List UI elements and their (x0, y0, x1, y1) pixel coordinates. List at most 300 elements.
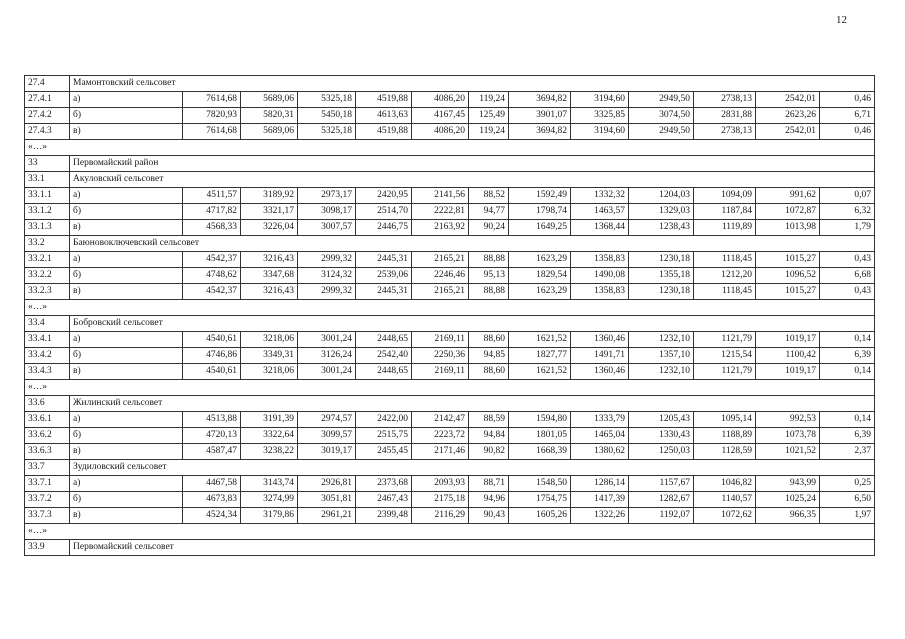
value-cell: 119,24 (469, 92, 509, 108)
value-cell: 3349,31 (241, 348, 298, 364)
value-cell: 2,37 (820, 444, 875, 460)
value-cell: 5325,18 (298, 92, 356, 108)
value-cell: 3274,99 (241, 492, 298, 508)
value-cell: 1332,32 (571, 188, 629, 204)
row-code: 33.6.3 (25, 444, 70, 460)
value-cell: 1192,07 (629, 508, 694, 524)
value-cell: 2455,45 (356, 444, 412, 460)
section-title: Жилинский сельсовет (70, 396, 875, 412)
value-cell: 3901,07 (509, 108, 571, 124)
value-cell: 94,85 (469, 348, 509, 364)
value-cell: 88,60 (469, 364, 509, 380)
table-row (25, 476, 875, 492)
value-cell: 1594,80 (509, 412, 571, 428)
value-cell: 1072,62 (694, 508, 756, 524)
value-cell: 1015,27 (756, 252, 820, 268)
value-cell: 4673,83 (183, 492, 241, 508)
section-title: Первомайский район (70, 156, 875, 172)
value-cell: 3051,81 (298, 492, 356, 508)
section-code: 27.4 (25, 76, 70, 92)
section-title: Первомайский сельсовет (70, 540, 875, 556)
value-cell: 6,32 (820, 204, 875, 220)
value-cell: 1465,04 (571, 428, 629, 444)
table-row (25, 204, 875, 220)
omission-row (25, 524, 875, 540)
value-cell: 3191,39 (241, 412, 298, 428)
row-code: 33.1.1 (25, 188, 70, 204)
section-header-row (25, 76, 875, 92)
value-cell: 3226,04 (241, 220, 298, 236)
table-row (25, 444, 875, 460)
row-variant: а) (70, 188, 183, 204)
value-cell: 1096,52 (756, 268, 820, 284)
value-cell: 7614,68 (183, 92, 241, 108)
row-code: 33.4.3 (25, 364, 70, 380)
value-cell: 2623,26 (756, 108, 820, 124)
section-header-row (25, 460, 875, 476)
value-cell: 3347,68 (241, 268, 298, 284)
value-cell: 2974,57 (298, 412, 356, 428)
row-variant: б) (70, 204, 183, 220)
value-cell: 2448,65 (356, 332, 412, 348)
omission-row (25, 300, 875, 316)
value-cell: 88,59 (469, 412, 509, 428)
row-code: 27.4.1 (25, 92, 70, 108)
value-cell: 1230,18 (629, 252, 694, 268)
value-cell: 94,84 (469, 428, 509, 444)
value-cell: 3218,06 (241, 332, 298, 348)
value-cell: 0,07 (820, 188, 875, 204)
value-cell: 3001,24 (298, 364, 356, 380)
value-cell: 90,43 (469, 508, 509, 524)
value-cell: 4511,57 (183, 188, 241, 204)
value-cell: 1046,82 (694, 476, 756, 492)
value-cell: 1013,98 (756, 220, 820, 236)
value-cell: 3074,50 (629, 108, 694, 124)
table-row (25, 428, 875, 444)
value-cell: 1490,08 (571, 268, 629, 284)
value-cell: 4746,86 (183, 348, 241, 364)
value-cell: 1358,83 (571, 252, 629, 268)
value-cell: 2515,75 (356, 428, 412, 444)
value-cell: 3179,86 (241, 508, 298, 524)
section-header-row (25, 236, 875, 252)
row-variant: в) (70, 508, 183, 524)
value-cell: 2926,81 (298, 476, 356, 492)
value-cell: 2446,75 (356, 220, 412, 236)
table-row (25, 268, 875, 284)
value-cell: 1330,43 (629, 428, 694, 444)
value-cell: 2445,31 (356, 252, 412, 268)
value-cell: 3194,60 (571, 124, 629, 140)
value-cell: 3001,24 (298, 332, 356, 348)
value-cell: 2142,47 (412, 412, 469, 428)
table-row (25, 508, 875, 524)
value-cell: 1491,71 (571, 348, 629, 364)
row-variant: а) (70, 476, 183, 492)
section-title: Баюновоключевский сельсовет (70, 236, 875, 252)
value-cell: 1358,83 (571, 284, 629, 300)
value-cell: 1623,29 (509, 284, 571, 300)
value-cell: 1360,46 (571, 364, 629, 380)
omission-row (25, 380, 875, 396)
value-cell: 2738,13 (694, 124, 756, 140)
row-variant: в) (70, 364, 183, 380)
row-code: 33.7.1 (25, 476, 70, 492)
value-cell: 1157,67 (629, 476, 694, 492)
value-cell: 2542,01 (756, 92, 820, 108)
value-cell: 2165,21 (412, 252, 469, 268)
value-cell: 2223,72 (412, 428, 469, 444)
value-cell: 4748,62 (183, 268, 241, 284)
value-cell: 3189,92 (241, 188, 298, 204)
row-code: 33.2.3 (25, 284, 70, 300)
value-cell: 5689,06 (241, 92, 298, 108)
value-cell: 88,60 (469, 332, 509, 348)
value-cell: 3238,22 (241, 444, 298, 460)
omission-marker: «…» (25, 524, 875, 540)
value-cell: 0,14 (820, 332, 875, 348)
value-cell: 1621,52 (509, 364, 571, 380)
row-variant: в) (70, 444, 183, 460)
value-cell: 2949,50 (629, 92, 694, 108)
row-variant: а) (70, 332, 183, 348)
value-cell: 88,71 (469, 476, 509, 492)
value-cell: 88,88 (469, 252, 509, 268)
section-code: 33 (25, 156, 70, 172)
value-cell: 4568,33 (183, 220, 241, 236)
row-code: 33.2.1 (25, 252, 70, 268)
section-code: 33.1 (25, 172, 70, 188)
value-cell: 1623,29 (509, 252, 571, 268)
value-cell: 3099,57 (298, 428, 356, 444)
row-variant: а) (70, 252, 183, 268)
value-cell: 1019,17 (756, 364, 820, 380)
value-cell: 88,52 (469, 188, 509, 204)
value-cell: 4086,20 (412, 124, 469, 140)
value-cell: 1322,26 (571, 508, 629, 524)
value-cell: 4613,63 (356, 108, 412, 124)
value-cell: 966,35 (756, 508, 820, 524)
row-code: 33.1.3 (25, 220, 70, 236)
value-cell: 1649,25 (509, 220, 571, 236)
row-code: 33.4.2 (25, 348, 70, 364)
value-cell: 2961,21 (298, 508, 356, 524)
value-cell: 0,14 (820, 364, 875, 380)
value-cell: 3694,82 (509, 92, 571, 108)
value-cell: 3321,17 (241, 204, 298, 220)
value-cell: 4542,37 (183, 252, 241, 268)
section-header-row (25, 316, 875, 332)
section-header-row (25, 156, 875, 172)
table-row (25, 220, 875, 236)
value-cell: 1801,05 (509, 428, 571, 444)
value-cell: 4086,20 (412, 92, 469, 108)
value-cell: 2445,31 (356, 284, 412, 300)
value-cell: 2169,11 (412, 332, 469, 348)
value-cell: 1829,54 (509, 268, 571, 284)
value-cell: 1232,10 (629, 364, 694, 380)
value-cell: 1128,59 (694, 444, 756, 460)
value-cell: 1118,45 (694, 284, 756, 300)
section-code: 33.4 (25, 316, 70, 332)
section-title: Бобровский сельсовет (70, 316, 875, 332)
value-cell: 1,79 (820, 220, 875, 236)
row-code: 33.6.2 (25, 428, 70, 444)
value-cell: 1188,89 (694, 428, 756, 444)
page-number: 12 (836, 14, 847, 26)
value-cell: 2949,50 (629, 124, 694, 140)
value-cell: 3126,24 (298, 348, 356, 364)
value-cell: 1286,14 (571, 476, 629, 492)
value-cell: 4519,88 (356, 92, 412, 108)
value-cell: 3322,64 (241, 428, 298, 444)
value-cell: 3098,17 (298, 204, 356, 220)
value-cell: 1187,84 (694, 204, 756, 220)
value-cell: 2999,32 (298, 252, 356, 268)
value-cell: 2999,32 (298, 284, 356, 300)
omission-marker: «…» (25, 140, 875, 156)
value-cell: 1121,79 (694, 332, 756, 348)
value-cell: 1668,39 (509, 444, 571, 460)
value-cell: 0,43 (820, 284, 875, 300)
table-row (25, 492, 875, 508)
value-cell: 2542,01 (756, 124, 820, 140)
table-row (25, 412, 875, 428)
value-cell: 90,24 (469, 220, 509, 236)
value-cell: 2467,43 (356, 492, 412, 508)
value-cell: 0,25 (820, 476, 875, 492)
value-cell: 88,88 (469, 284, 509, 300)
row-variant: а) (70, 92, 183, 108)
value-cell: 0,43 (820, 252, 875, 268)
table-row (25, 124, 875, 140)
row-code: 27.4.3 (25, 124, 70, 140)
row-variant: а) (70, 412, 183, 428)
value-cell: 1355,18 (629, 268, 694, 284)
value-cell: 2171,46 (412, 444, 469, 460)
value-cell: 1140,57 (694, 492, 756, 508)
value-cell: 5450,18 (298, 108, 356, 124)
value-cell: 0,46 (820, 124, 875, 140)
row-variant: б) (70, 428, 183, 444)
value-cell: 1754,75 (509, 492, 571, 508)
value-cell: 2250,36 (412, 348, 469, 364)
value-cell: 1333,79 (571, 412, 629, 428)
value-cell: 992,53 (756, 412, 820, 428)
value-cell: 2116,29 (412, 508, 469, 524)
section-code: 33.9 (25, 540, 70, 556)
row-code: 33.1.2 (25, 204, 70, 220)
value-cell: 1025,24 (756, 492, 820, 508)
section-header-row (25, 396, 875, 412)
value-cell: 2175,18 (412, 492, 469, 508)
value-cell: 1282,67 (629, 492, 694, 508)
value-cell: 94,96 (469, 492, 509, 508)
value-cell: 1827,77 (509, 348, 571, 364)
table-row (25, 108, 875, 124)
value-cell: 1357,10 (629, 348, 694, 364)
value-cell: 2222,81 (412, 204, 469, 220)
value-cell: 1621,52 (509, 332, 571, 348)
value-cell: 1015,27 (756, 284, 820, 300)
value-cell: 4524,34 (183, 508, 241, 524)
row-code: 33.6.1 (25, 412, 70, 428)
value-cell: 95,13 (469, 268, 509, 284)
value-cell: 2542,40 (356, 348, 412, 364)
value-cell: 2422,00 (356, 412, 412, 428)
value-cell: 1360,46 (571, 332, 629, 348)
section-code: 33.6 (25, 396, 70, 412)
value-cell: 1463,57 (571, 204, 629, 220)
value-cell: 2831,88 (694, 108, 756, 124)
section-header-row (25, 540, 875, 556)
value-cell: 7614,68 (183, 124, 241, 140)
value-cell: 125,49 (469, 108, 509, 124)
value-cell: 6,39 (820, 428, 875, 444)
value-cell: 3325,85 (571, 108, 629, 124)
value-cell: 2165,21 (412, 284, 469, 300)
omission-marker: «…» (25, 300, 875, 316)
row-code: 27.4.2 (25, 108, 70, 124)
value-cell: 943,99 (756, 476, 820, 492)
value-cell: 4167,45 (412, 108, 469, 124)
value-cell: 7820,93 (183, 108, 241, 124)
value-cell: 2448,65 (356, 364, 412, 380)
value-cell: 1094,09 (694, 188, 756, 204)
value-cell: 1250,03 (629, 444, 694, 460)
value-cell: 1605,26 (509, 508, 571, 524)
value-cell: 1100,42 (756, 348, 820, 364)
value-cell: 1,97 (820, 508, 875, 524)
table-row (25, 332, 875, 348)
section-title: Зудиловский сельсовет (70, 460, 875, 476)
value-cell: 6,50 (820, 492, 875, 508)
value-cell: 1329,03 (629, 204, 694, 220)
value-cell: 1072,87 (756, 204, 820, 220)
value-cell: 4467,58 (183, 476, 241, 492)
omission-row (25, 140, 875, 156)
value-cell: 991,62 (756, 188, 820, 204)
value-cell: 3216,43 (241, 252, 298, 268)
row-code: 33.7.3 (25, 508, 70, 524)
value-cell: 1121,79 (694, 364, 756, 380)
value-cell: 1417,39 (571, 492, 629, 508)
value-cell: 2169,11 (412, 364, 469, 380)
row-variant: в) (70, 220, 183, 236)
value-cell: 2738,13 (694, 92, 756, 108)
value-cell: 3194,60 (571, 92, 629, 108)
value-cell: 1119,89 (694, 220, 756, 236)
value-cell: 2246,46 (412, 268, 469, 284)
value-cell: 2141,56 (412, 188, 469, 204)
row-code: 33.2.2 (25, 268, 70, 284)
value-cell: 1238,43 (629, 220, 694, 236)
value-cell: 3694,82 (509, 124, 571, 140)
value-cell: 2163,92 (412, 220, 469, 236)
table-row (25, 284, 875, 300)
value-cell: 3007,57 (298, 220, 356, 236)
value-cell: 2514,70 (356, 204, 412, 220)
value-cell: 1212,20 (694, 268, 756, 284)
value-cell: 1548,50 (509, 476, 571, 492)
section-title: Акуловский сельсовет (70, 172, 875, 188)
value-cell: 5325,18 (298, 124, 356, 140)
value-cell: 6,71 (820, 108, 875, 124)
value-cell: 3143,74 (241, 476, 298, 492)
value-cell: 0,14 (820, 412, 875, 428)
value-cell: 1592,49 (509, 188, 571, 204)
value-cell: 2093,93 (412, 476, 469, 492)
value-cell: 1021,52 (756, 444, 820, 460)
value-cell: 4587,47 (183, 444, 241, 460)
value-cell: 0,46 (820, 92, 875, 108)
value-cell: 4540,61 (183, 332, 241, 348)
value-cell: 1230,18 (629, 284, 694, 300)
value-cell: 1232,10 (629, 332, 694, 348)
section-header-row (25, 172, 875, 188)
value-cell: 3216,43 (241, 284, 298, 300)
section-title: Мамонтовский сельсовет (70, 76, 875, 92)
section-code: 33.7 (25, 460, 70, 476)
value-cell: 1798,74 (509, 204, 571, 220)
value-cell: 1204,03 (629, 188, 694, 204)
value-cell: 1205,43 (629, 412, 694, 428)
value-cell: 4513,88 (183, 412, 241, 428)
value-cell: 6,39 (820, 348, 875, 364)
row-variant: в) (70, 284, 183, 300)
table-body (25, 76, 875, 556)
value-cell: 5689,06 (241, 124, 298, 140)
value-cell: 4519,88 (356, 124, 412, 140)
value-cell: 3124,32 (298, 268, 356, 284)
table-row (25, 252, 875, 268)
section-code: 33.2 (25, 236, 70, 252)
value-cell: 2399,48 (356, 508, 412, 524)
value-cell: 94,77 (469, 204, 509, 220)
row-variant: в) (70, 124, 183, 140)
row-variant: б) (70, 348, 183, 364)
row-variant: б) (70, 492, 183, 508)
omission-marker: «…» (25, 380, 875, 396)
value-cell: 4720,13 (183, 428, 241, 444)
value-cell: 2973,17 (298, 188, 356, 204)
value-cell: 1019,17 (756, 332, 820, 348)
table-row (25, 364, 875, 380)
value-cell: 4542,37 (183, 284, 241, 300)
value-cell: 119,24 (469, 124, 509, 140)
row-code: 33.7.2 (25, 492, 70, 508)
table-row (25, 188, 875, 204)
row-variant: б) (70, 108, 183, 124)
value-cell: 1073,78 (756, 428, 820, 444)
value-cell: 3218,06 (241, 364, 298, 380)
value-cell: 6,68 (820, 268, 875, 284)
value-cell: 4717,82 (183, 204, 241, 220)
tariff-table (24, 75, 875, 556)
value-cell: 1095,14 (694, 412, 756, 428)
value-cell: 90,82 (469, 444, 509, 460)
value-cell: 1215,54 (694, 348, 756, 364)
value-cell: 5820,31 (241, 108, 298, 124)
value-cell: 2373,68 (356, 476, 412, 492)
value-cell: 1368,44 (571, 220, 629, 236)
value-cell: 1118,45 (694, 252, 756, 268)
row-variant: б) (70, 268, 183, 284)
value-cell: 2420,95 (356, 188, 412, 204)
table-row (25, 92, 875, 108)
value-cell: 3019,17 (298, 444, 356, 460)
